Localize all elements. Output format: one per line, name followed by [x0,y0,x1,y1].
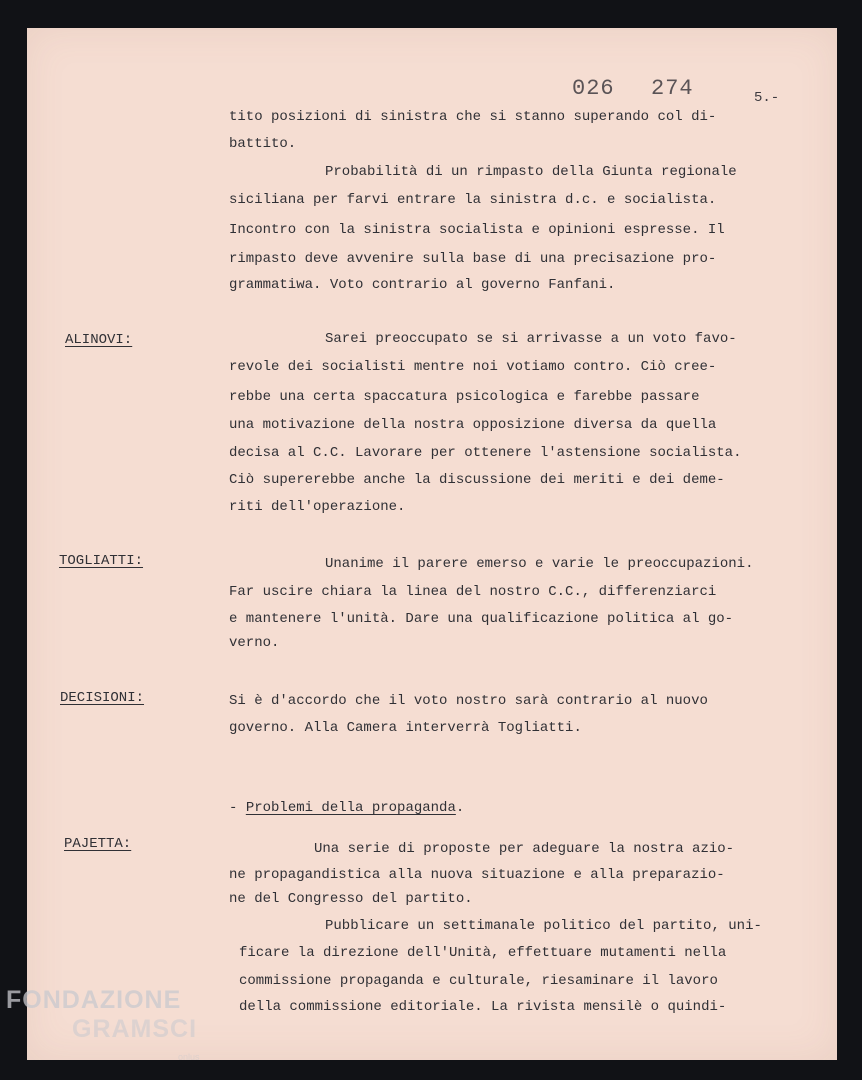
archive-stamp-number-b: 274 [651,76,694,101]
speaker-label-decisioni: DECISIONI: [60,690,145,706]
text-line: grammatiwa. Voto contrario al governo Fanfani. [229,277,616,293]
text-line: siciliana per farvi entrare la sinistra d.c. e socialista. [229,192,717,208]
text-line: ne del Congresso del partito. [229,891,473,907]
speaker-label-pajetta: PAJETTA: [64,836,132,852]
text-line: commissione propaganda e culturale, riesaminare il lavoro [239,973,718,989]
text-line: battito. [229,136,297,152]
section-title: Problemi della propaganda [245,800,456,816]
section-heading [229,801,464,815]
text-line: Pubblicare un settimanale politico del partito, uni- [325,918,762,934]
text-line: Una serie di proposte per adeguare la nostra azio- [314,841,735,857]
text-line: ne propagandistica alla nuova situazione e alla preparazio- [229,867,725,883]
document-page [27,28,837,1060]
text-line: Unanime il parere emerso e varie le preoccupazioni. [325,556,754,572]
text-line: rebbe una certa spaccatura psicologica e farebbe passare [229,389,700,405]
text-line: una motivazione della nostra opposizione diversa da quella [229,417,717,433]
text-line: Incontro con la sinistra socialista e opinioni espresse. Il [229,222,725,238]
page-number: 5.- [754,90,780,106]
text-line: decisa al C.C. Lavorare per ottenere l'astensione socialista. [229,445,742,461]
text-line: tito posizioni di sinistra che si stanno superando col di- [229,109,717,125]
section-dash: - [229,800,246,816]
text-line: Sarei preoccupato se si arrivasse a un voto favo- [325,331,737,347]
text-line: ficare la direzione dell'Unità, effettuare mutamenti nella [239,945,727,961]
archive-stamp-number-a: 026 [572,76,615,101]
text-line: Far uscire chiara la linea del nostro C.C., differenziarci [229,584,717,600]
text-line: revole dei socialisti mentre noi votiamo contro. Ciò cree- [229,359,717,375]
text-line: Ciò supererebbe anche la discussione dei meriti e dei deme- [229,472,725,488]
text-line: rimpasto deve avvenire sulla base di una precisazione pro- [229,251,717,267]
text-line: riti dell'operazione. [229,499,406,515]
text-line: e mantenere l'unità. Dare una qualificazione politica al go- [229,611,734,627]
logo-onlus: onlus [178,1052,200,1062]
text-line: Si è d'accordo che il voto nostro sarà contrario al nuovo [229,693,708,709]
text-line: Probabilità di un rimpasto della Giunta regionale [325,164,737,180]
speaker-label-togliatti: TOGLIATTI: [59,553,144,569]
text-line: verno. [229,635,280,651]
logo-line1: FONDAZIONE [6,986,182,1014]
text-line: governo. Alla Camera interverrà Togliatti. [229,720,582,736]
text-line: della commissione editoriale. La rivista mensilè o quindi- [239,999,727,1015]
logo-line2: GRAMSCI [72,1015,198,1043]
speaker-label-alinovi: ALINOVI: [65,332,133,348]
fondazione-gramsci-logo [6,988,197,1042]
section-end: . [455,800,465,816]
